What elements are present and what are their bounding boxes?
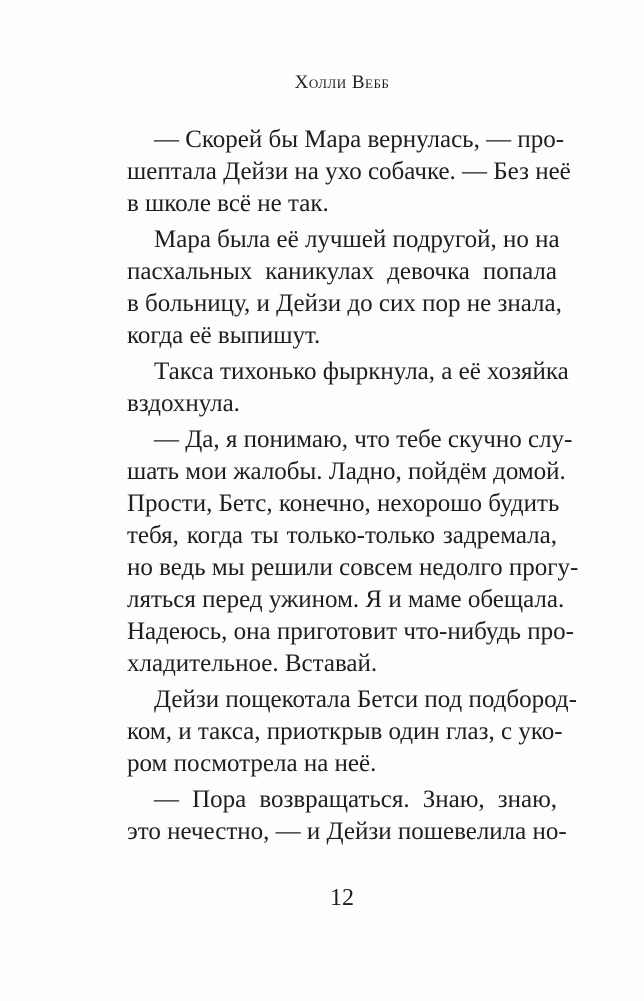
text-line: — Скорей бы Мара вернулась, — про-	[154, 126, 565, 153]
text-line: тебя, когда ты только-только задремала,	[127, 522, 557, 549]
text-line: — Да, я понимаю, что тебе скучно слу-	[154, 426, 573, 453]
text-line: Надеюсь, она приготовит что-нибудь про-	[127, 618, 574, 645]
text-line: Дейзи пощекотала Бетси под подбород-	[154, 686, 577, 713]
text-line: ром посмотрела на неё.	[127, 750, 377, 777]
text-line: ляться перед ужином. Я и маме обещала.	[127, 586, 565, 613]
text-line: но ведь мы решили совсем недолго прогу-	[127, 554, 579, 581]
text-line: когда её выпишут.	[127, 322, 321, 349]
text-line: это нечестно, — и Дейзи пошевелила но-	[127, 818, 567, 845]
text-line: шептала Дейзи на ухо собачке. — Без неё	[127, 158, 571, 185]
running-header: Холли Вебб	[294, 72, 390, 93]
text-line: ком, и такса, приоткрыв один глаз, с уко-	[127, 718, 563, 745]
text-line: шать мои жалобы. Ладно, пойдём домой.	[127, 458, 566, 485]
text-line: Прости, Бетс, конечно, нехорошо будить	[127, 490, 560, 517]
text-line: вздохнула.	[127, 390, 240, 417]
text-line: в больницу, и Дейзи до сих пор не знала,	[127, 290, 562, 317]
text-line: в школе всё не так.	[127, 190, 329, 217]
body-text	[127, 124, 579, 848]
text-line: Такса тихонько фыркнула, а её хозяйка	[154, 358, 569, 385]
page-number: 12	[330, 885, 354, 911]
text-line: — Пора возвращаться. Знаю, знаю,	[154, 786, 557, 813]
text-line: пасхальных каникулах девочка попала	[127, 258, 557, 285]
text-line: хладительное. Вставай.	[127, 650, 378, 677]
text-line: Мара была её лучшей подругой, но на	[154, 226, 560, 253]
